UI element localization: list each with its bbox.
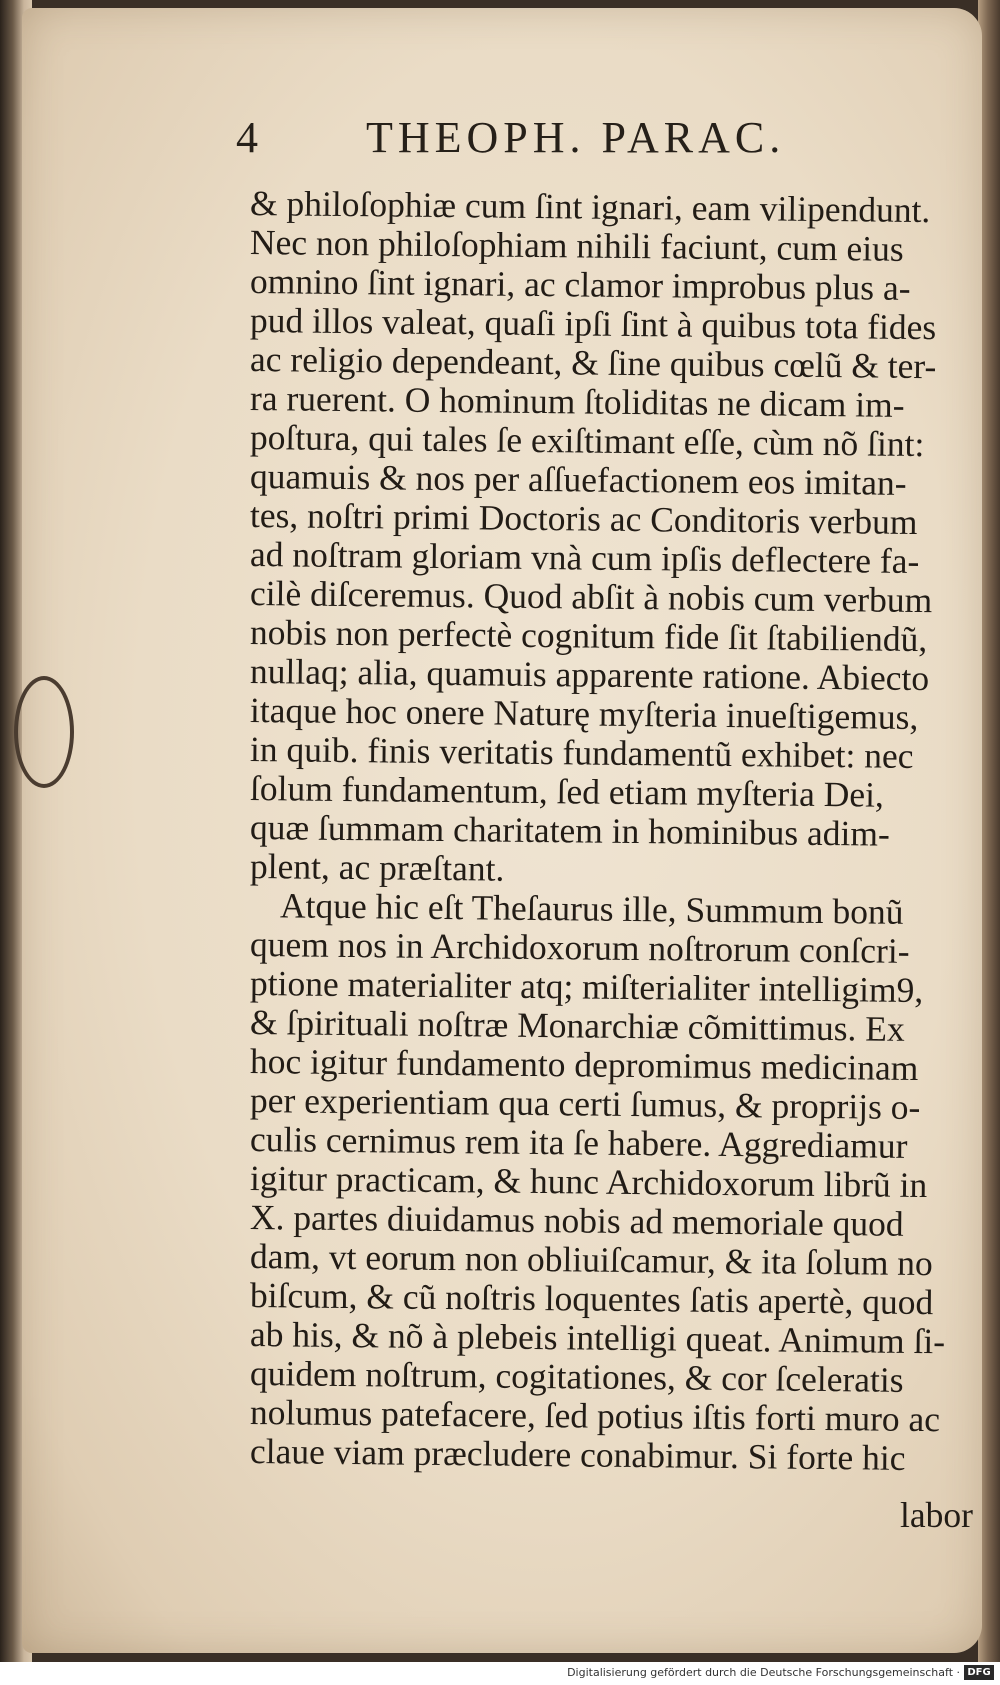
footer — [0, 1662, 1000, 1685]
page-header — [236, 112, 876, 176]
funding-credit: Digitalisierung gefördert durch die Deutsche Forschungsgemeinschaft · — [567, 1666, 960, 1679]
text-line: ad noſtram gloriam vnà cum ipſis deflectere fa- — [249, 534, 920, 582]
text-line: tes, noſtri primi Doctoris ac Conditoris verbum — [249, 495, 918, 542]
text-line: nullaq; alia, quamuis apparente ratione. Abiecto — [249, 651, 930, 699]
text-line: cilè diſceremus. Quod abſit à nobis cum verbum — [249, 573, 933, 621]
text-line: per experientiam qua certi ſumus, & proprijs o- — [249, 1080, 921, 1128]
text-line: Atque hic eſt Theſaurus ille, Summum bonũ — [279, 885, 904, 932]
text-line: biſcum, & cũ noſtris loquentes ſatis apertè, quod — [249, 1275, 934, 1323]
page-number: 4 — [236, 113, 260, 162]
text-line: & philoſophiæ cum ſint ignari, eam vilipendunt. — [249, 183, 931, 231]
text-line: X. partes diuidamus nobis ad memoriale quod — [249, 1197, 904, 1244]
text-line: poſtura, qui tales ſe exiſtimant eſſe, cùm nõ ſint: — [249, 417, 925, 465]
dfg-logo: DFG — [964, 1665, 994, 1680]
text-line: hoc igitur fundamento depromimus medicinam — [249, 1041, 919, 1088]
text-line: dam, vt eorum non obliuiſcamur, & ita ſolum no — [249, 1236, 934, 1284]
text-line: Nec non philoſophiam nihili faciunt, cum eius — [249, 222, 904, 269]
text-line: igitur practicam, & hunc Archidoxorum librũ in — [249, 1158, 928, 1206]
running-title: THEOPH. PARAC. — [366, 113, 786, 162]
text-line: ac religio dependeant, & ſine quibus cœlũ & ter- — [249, 339, 937, 387]
text-line: ab his, & nõ à plebeis intelligi queat. Animum ſi- — [249, 1314, 946, 1362]
text-line: quamuis & nos per aſſuefactionem eos imitan- — [249, 456, 907, 503]
body-text — [249, 183, 970, 1478]
text-line: in quib. finis veritatis fundamentũ exhibet: nec — [249, 729, 914, 776]
text-line: nobis non perfectè cognitum fide ſit ſtabiliendũ, — [249, 612, 928, 660]
text-line: quem nos in Archidoxorum noſtrorum conſcri- — [249, 924, 910, 971]
text-line: ptione materialiter atq; miſterialiter intelligim9, — [249, 963, 924, 1011]
text-line: ſolum fundamentum, ſed etiam myſteria Dei, — [249, 768, 885, 815]
text-line: nolumus patefacere, ſed potius iſtis forti muro ac — [249, 1392, 941, 1440]
text-line: ra ruerent. O hominum ſtoliditas ne dicam im- — [249, 378, 905, 425]
text-line: quæ ſummam charitatem in hominibus adim- — [249, 807, 891, 854]
text-line: & ſpirituali noſtræ Monarchiæ cõmittimus. Ex — [249, 1002, 905, 1049]
catchword: labor — [900, 1495, 973, 1535]
text-line: pud illos valeat, quaſi ipſi ſint à quibus tota fides — [249, 300, 937, 348]
clasp-ring — [14, 676, 74, 788]
text-line: plent, ac præſtant. — [249, 846, 505, 889]
text-line: omnino ſint ignari, ac clamor improbus plus a- — [249, 261, 911, 308]
text-line: claue viam præcludere conabimur. Si forte hic — [249, 1431, 906, 1478]
text-line: culis cernimus rem ita ſe habere. Aggrediamur — [249, 1119, 908, 1166]
text-line: itaque hoc onere Naturę myſteria inueſtigemus, — [249, 690, 919, 737]
text-line: quidem noſtrum, cogitationes, & cor ſceleratis — [249, 1353, 904, 1400]
